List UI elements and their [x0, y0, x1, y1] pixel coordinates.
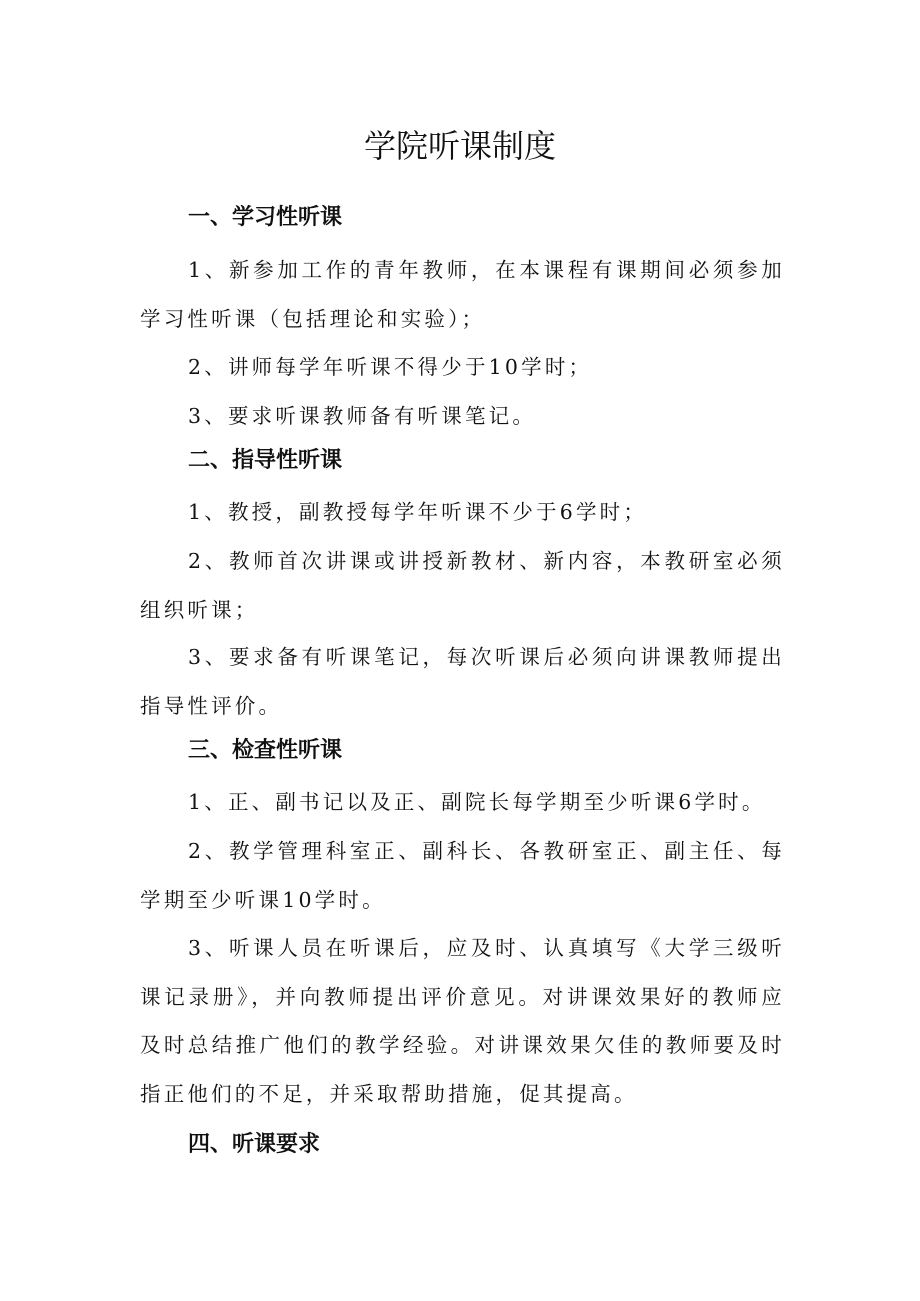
section-heading-1: 一、学习性听课 — [188, 205, 343, 230]
paragraph: 3、要求备有听课笔记，每次听课后必须向讲课教师提出指导性评价。 — [140, 645, 785, 718]
section-heading-3: 三、检查性听课 — [188, 738, 343, 763]
paragraph: 2、讲师每学年听课不得少于10学时； — [188, 355, 593, 379]
section-heading-2: 二、指导性听课 — [188, 448, 343, 473]
paragraph: 1、教授，副教授每学年听课不少于6学时； — [188, 500, 648, 524]
paragraph: 1、新参加工作的青年教师，在本课程有课期间必须参加学习性听课（包括理论和实验）； — [140, 258, 785, 331]
paragraph: 3、听课人员在听课后，应及时、认真填写《大学三级听课记录册》，并向教师提出评价意见。对讲课效果好的教师应及时总结推广他们的教学经验。对讲课效果欠佳的教师要及时指正他们的不足，并采取帮助措施，促其提高。 — [140, 936, 785, 1106]
paragraph: 3、要求听课教师备有听课笔记。 — [188, 404, 537, 428]
document-title: 学院听课制度 — [363, 127, 556, 165]
section-heading-4: 四、听课要求 — [188, 1132, 321, 1157]
paragraph: 2、教师首次讲课或讲授新教材、新内容，本教研室必须组织听课； — [140, 549, 785, 622]
paragraph: 2、教学管理科室正、副科长、各教研室正、副主任、每学期至少听课10学时。 — [140, 839, 785, 912]
paragraph: 1、正、副书记以及正、副院长每学期至少听课6学时。 — [188, 790, 766, 814]
